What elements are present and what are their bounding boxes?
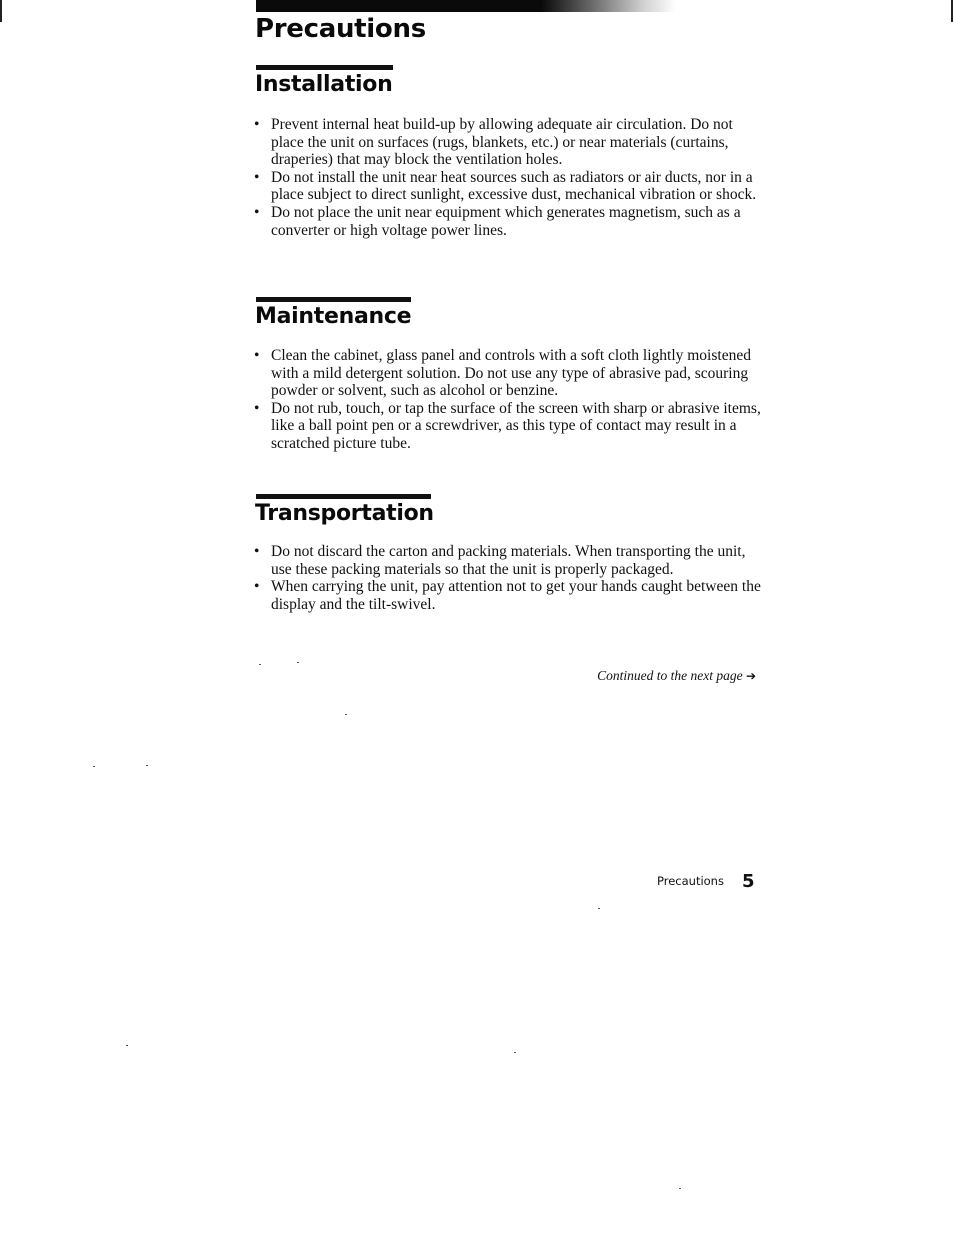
bullet-icon: • <box>254 168 260 186</box>
list-item-text: Prevent internal heat build-up by allowing adequate air circulation. Do not place the unit on surfaces (rugs, blankets, etc.) or near materials (curtains, draperies) that may block the ventilation holes. <box>271 116 733 169</box>
transportation-list <box>254 543 764 613</box>
list-item-text: Clean the cabinet, glass panel and controls with a soft cloth lightly moistened with a mild detergent solution. Do not use any type of abrasive pad, scouring powder or solvent, such as alcohol or benzine. <box>271 347 751 400</box>
list-item-text: When carrying the unit, pay attention not to get your hands caught between the display and the tilt-swivel. <box>271 578 761 613</box>
scan-speck <box>345 714 347 715</box>
bullet-icon: • <box>254 543 260 560</box>
section-heading-installation: Installation <box>255 72 393 97</box>
page-number: 5 <box>742 871 755 892</box>
scan-speck <box>679 1188 681 1189</box>
continued-note <box>560 668 756 684</box>
continued-text: Continued to the next page <box>597 668 743 683</box>
scan-speck <box>259 664 261 665</box>
list-item <box>254 347 764 400</box>
bullet-icon: • <box>254 578 260 596</box>
page-title: Precautions <box>255 14 426 44</box>
left-edge-mark <box>0 0 2 22</box>
header-bar <box>256 0 676 12</box>
list-item <box>254 204 764 239</box>
scan-speck <box>93 766 95 767</box>
scan-speck <box>126 1045 128 1046</box>
list-item <box>254 400 764 453</box>
arrow-right-icon: ➔ <box>745 669 756 683</box>
list-item-text: Do not place the unit near equipment which generates magnetism, such as a converter or high voltage power lines. <box>271 203 741 239</box>
list-item <box>254 543 764 578</box>
scan-speck <box>146 765 148 766</box>
section-rule-transportation <box>256 494 431 499</box>
installation-list <box>254 116 764 239</box>
right-edge-mark <box>951 0 953 22</box>
section-rule-maintenance <box>256 297 411 302</box>
scan-speck <box>297 662 299 663</box>
bullet-icon: • <box>254 347 260 364</box>
bullet-icon: • <box>254 116 260 133</box>
footer-section-label: Precautions <box>657 874 724 888</box>
maintenance-list <box>254 347 764 453</box>
bullet-icon: • <box>254 399 260 417</box>
list-item-text: Do not discard the carton and packing materials. When transporting the unit, use these packing materials so that the unit is properly packaged. <box>271 543 746 578</box>
scan-speck <box>514 1052 516 1053</box>
section-heading-transportation: Transportation <box>255 501 434 526</box>
bullet-icon: • <box>254 203 260 221</box>
list-item <box>254 578 764 613</box>
list-item-text: Do not rub, touch, or tap the surface of the screen with sharp or abrasive items, like a ball point pen or a screwdriver, as this type of contact may result in a scratched picture tube. <box>271 399 761 452</box>
list-item-text: Do not install the unit near heat sources such as radiators or air ducts, nor in a place subject to direct sunlight, excessive dust, mechanical vibration or shock. <box>271 168 757 204</box>
section-rule-installation <box>256 65 393 70</box>
list-item <box>254 169 764 204</box>
scan-speck <box>598 908 600 909</box>
list-item <box>254 116 764 169</box>
section-heading-maintenance: Maintenance <box>255 304 412 329</box>
